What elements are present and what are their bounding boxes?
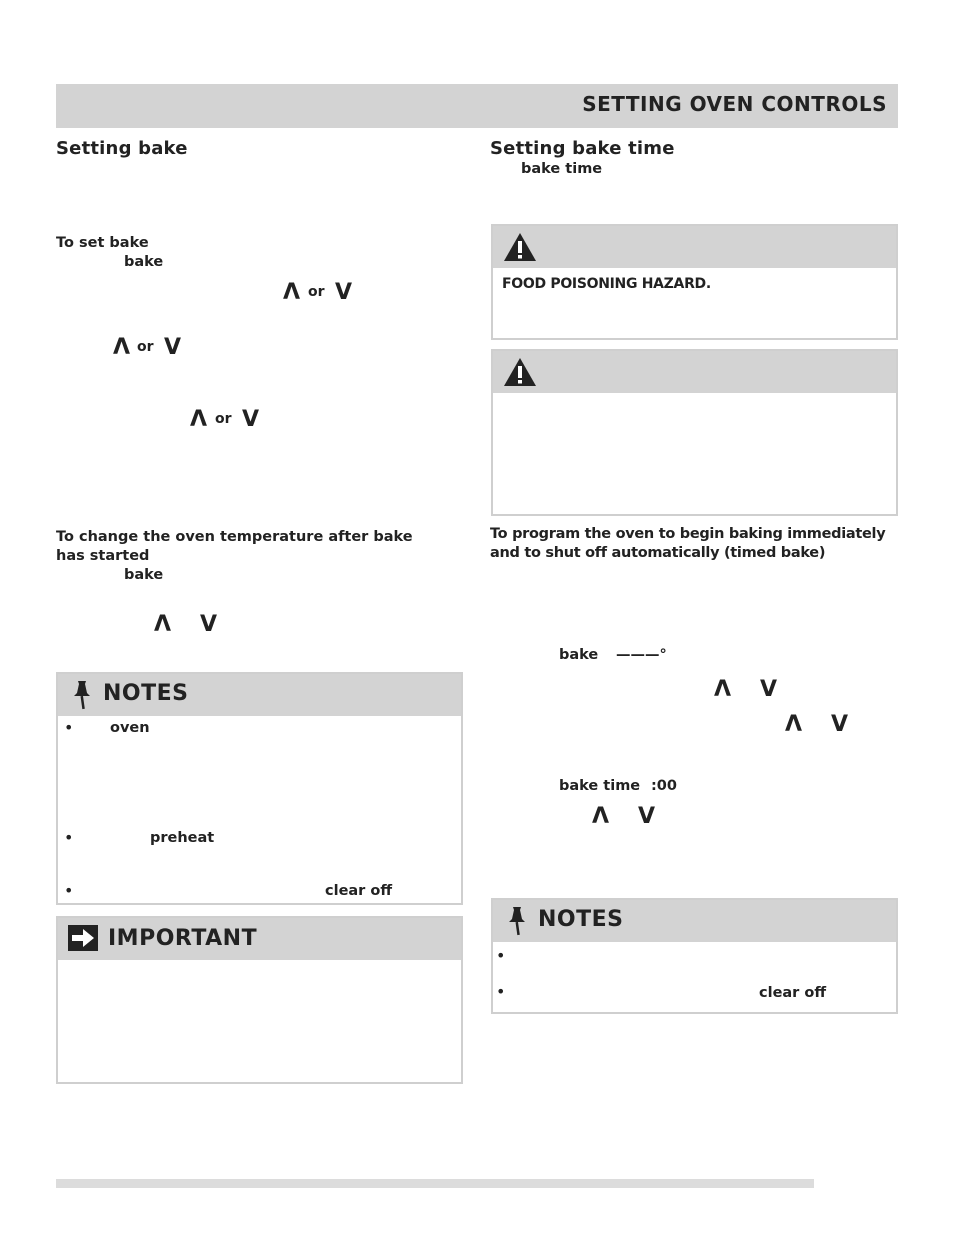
timed-bake-heading: To program the oven to begin baking immediately and to shut off automatically (timed bake): [490, 526, 886, 561]
notes-box: [56, 672, 463, 905]
arrow-right-icon: [68, 925, 98, 951]
down-arrow-icon: V: [164, 335, 182, 360]
display-dashes: ———°: [616, 647, 667, 663]
pushpin-icon: [505, 905, 529, 937]
section-header-bar: [56, 84, 898, 128]
page-title: SETTING OVEN CONTROLS: [582, 92, 887, 116]
warning-icon: [503, 232, 537, 262]
or-text: or: [308, 284, 325, 300]
display-bake-label: bake: [559, 647, 599, 663]
down-arrow-icon: V: [242, 407, 260, 432]
notes-title: NOTES: [103, 681, 189, 706]
up-arrow-icon: Λ: [154, 612, 172, 637]
up-arrow-icon: Λ: [190, 407, 208, 432]
warning-icon: [503, 357, 537, 387]
down-arrow-icon: V: [831, 712, 849, 737]
warning-box: [491, 349, 898, 516]
bake-key-label: bake: [124, 254, 164, 270]
food-poisoning-hazard-text: FOOD POISONING HAZARD.: [502, 276, 711, 292]
up-arrow-icon: Λ: [283, 280, 301, 305]
notes-item-clear-off: clear off: [325, 883, 393, 899]
important-box: [56, 916, 463, 1084]
bullet: •: [64, 881, 74, 900]
footer-bar: [56, 1179, 814, 1188]
or-text: or: [215, 411, 232, 427]
setting-bake-heading: Setting bake: [56, 138, 188, 159]
bake-time-key-label: bake time: [521, 161, 603, 177]
to-set-bake-label: To set bake: [56, 235, 149, 251]
bake-key-label: bake: [124, 567, 164, 583]
up-arrow-icon: Λ: [592, 804, 610, 829]
up-arrow-icon: Λ: [714, 677, 732, 702]
bullet: •: [64, 718, 74, 737]
bullet: •: [64, 828, 74, 847]
display-bake-time-label: bake time: [559, 778, 641, 794]
notes-item-clear-off: clear off: [759, 985, 827, 1001]
warning-box: [491, 224, 898, 340]
setting-bake-time-heading: Setting bake time: [490, 138, 675, 159]
important-title: IMPORTANT: [108, 926, 258, 951]
bullet: •: [496, 946, 506, 965]
notes-item-preheat: preheat: [150, 830, 215, 846]
change-temp-heading: To change the oven temperature after bake has started: [56, 529, 413, 564]
pushpin-icon: [70, 679, 94, 711]
notes-item-oven: oven: [110, 720, 150, 736]
up-arrow-icon: Λ: [113, 335, 131, 360]
down-arrow-icon: V: [760, 677, 778, 702]
down-arrow-icon: V: [335, 280, 353, 305]
bullet: •: [496, 982, 506, 1001]
display-time-00: :00: [651, 778, 677, 794]
up-arrow-icon: Λ: [785, 712, 803, 737]
or-text: or: [137, 339, 154, 355]
down-arrow-icon: V: [638, 804, 656, 829]
notes-box: [491, 898, 898, 1014]
notes-title: NOTES: [538, 907, 624, 932]
down-arrow-icon: V: [200, 612, 218, 637]
